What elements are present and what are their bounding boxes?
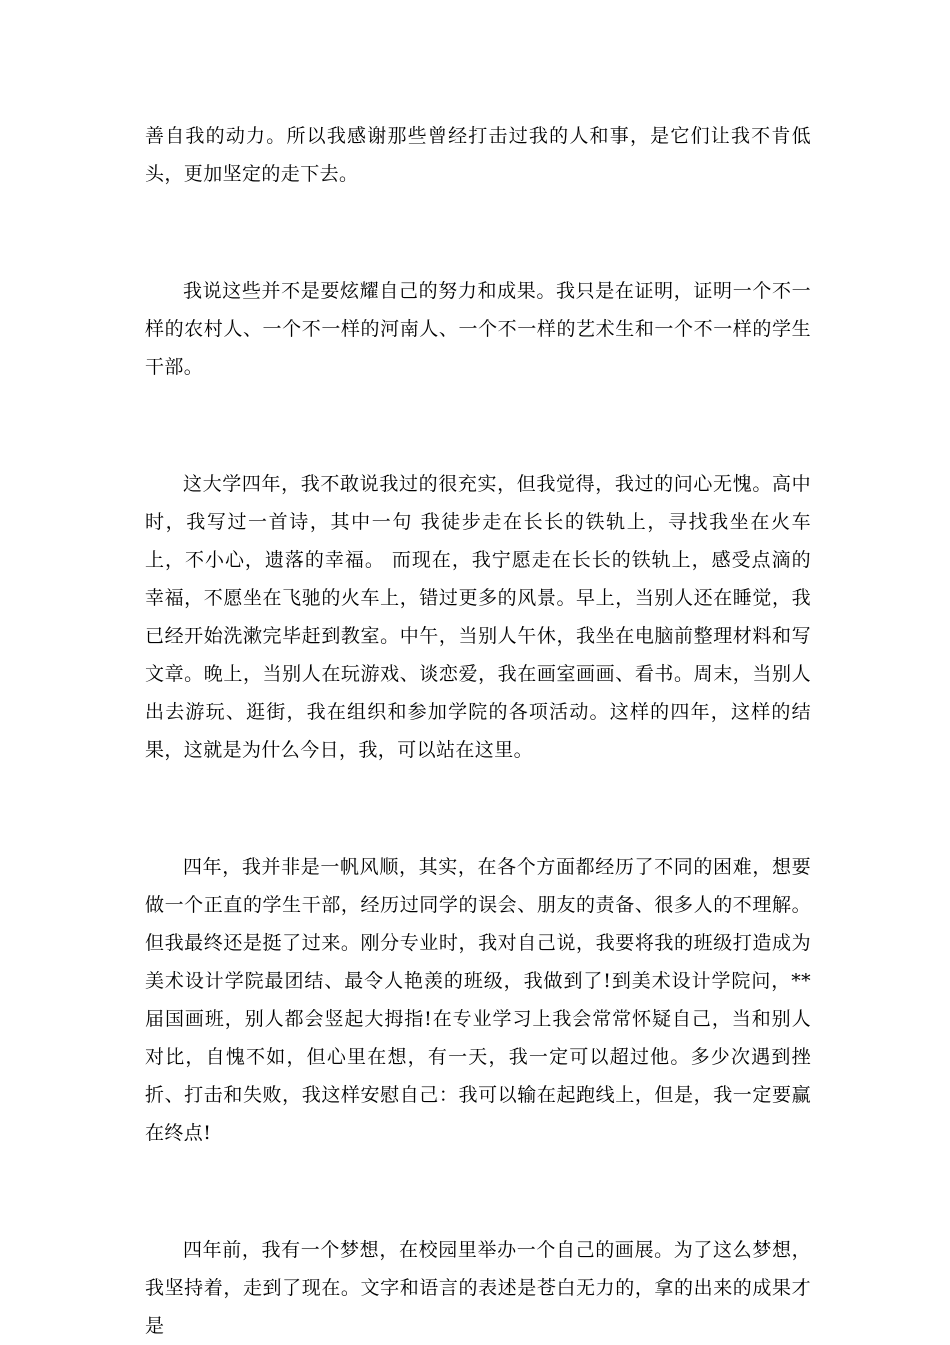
paragraph-gap [145, 769, 811, 848]
paragraph-difficulties: 四年，我并非是一帆风顺，其实，在各个方面都经历了不同的困难，想要做一个正直的学生干部，经历过同学的误会、朋友的责备、很多人的不理解。但我最终还是挺了过来。刚分专业时，我对自己说，我要将我的班级打造成为美术设计学院最团结、最令人艳羡的班级，我做到了!到美术设计学院问，**届国画班，别人都会竖起大拇指!在专业学习上我会常常怀疑自己，当和别人对比，自愧不如，但心里在想，有一天，我一定可以超过他。多少次遇到挫折、打击和失败，我这样安慰自己：我可以输在起跑线上，但是，我一定要赢在终点! [145, 856, 811, 1144]
paragraph-gap [145, 1152, 811, 1231]
paragraph-university-years: 这大学四年，我不敢说我过的很充实，但我觉得，我过的问心无愧。高中时，我写过一首诗，其中一句 我徒步走在长长的铁轨上，寻找我坐在火车上，不小心，遗落的幸福。 而现在，我宁愿走在长长的铁轨上，感受点滴的幸福，不愿坐在飞驰的火车上，错过更多的风景。早上，当别人还在睡觉，我已经开始洗漱完毕赶到教室。中午，当别人午休，我坐在电脑前整理材料和写文章。晚上，当别人在玩游戏、谈恋爱，我在画室画画、看书。周末，当别人出去游玩、逛街，我在组织和参加学院的各项活动。这样的四年，这样的结果，这就是为什么今日，我，可以站在这里。 [145, 473, 811, 761]
paragraph-effort: 我说这些并不是要炫耀自己的努力和成果。我只是在证明，证明一个不一样的农村人、一个不一样的河南人、一个不一样的艺术生和一个不一样的学生干部。 [145, 280, 811, 378]
paragraph-continuation: 善自我的动力。所以我感谢那些曾经打击过我的人和事，是它们让我不肯低头，更加坚定的走下去。 [145, 125, 811, 185]
paragraph-dream: 四年前，我有一个梦想，在校园里举办一个自己的画展。为了这么梦想，我坚持着，走到了现在。文字和语言的表述是苍白无力的，拿的出来的成果才是 [145, 1239, 811, 1337]
paragraph-gap [145, 193, 811, 272]
paragraph-gap [145, 386, 811, 465]
document-body [145, 117, 811, 1345]
